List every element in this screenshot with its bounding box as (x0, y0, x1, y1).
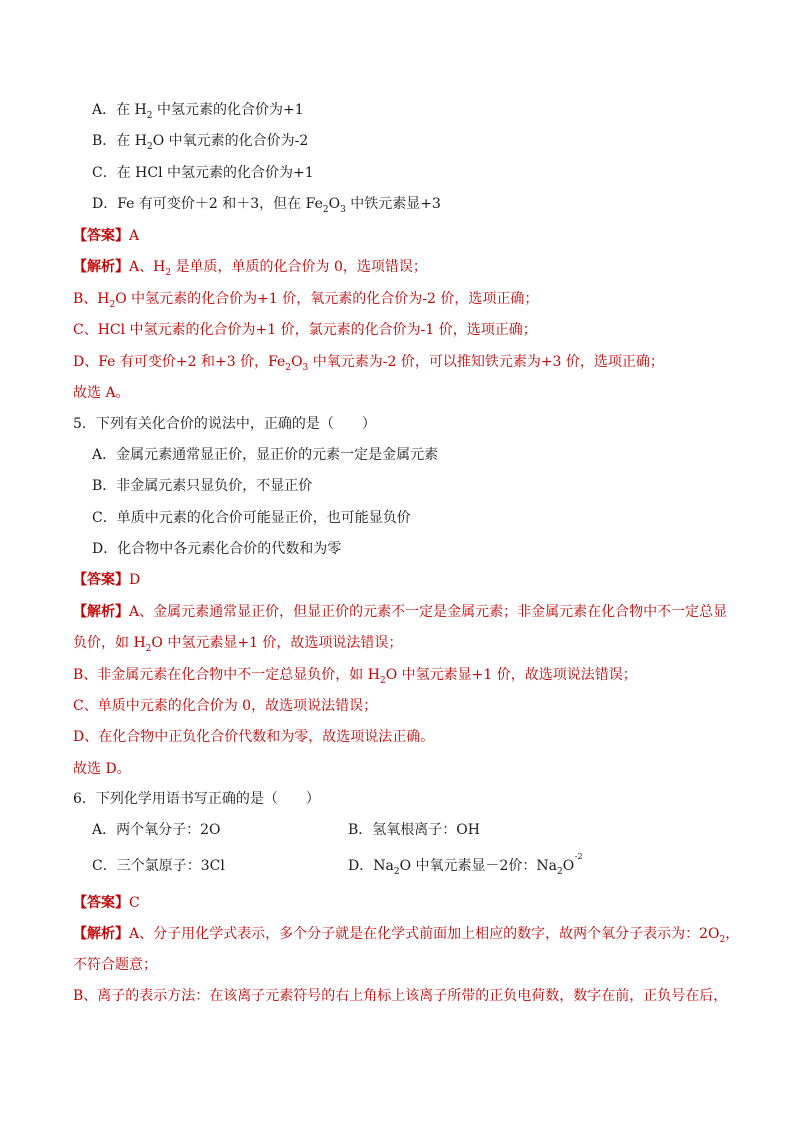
q5-analysis-1b: 负价，如 $H_2O$ 中氢元素显+1 价，故选项说法错误； (73, 635, 403, 654)
q6-option-b: B．氢氧根离子：OH (348, 822, 480, 838)
q4-option-d: D．Fe 有可变价＋2 和＋3，但在 $Fe_2O_3$ 中铁元素显+3 (92, 196, 441, 215)
q4-analysis-1: 【解析】A、$H_2$ 是单质，单质的化合价为 0，选项错误； (73, 259, 427, 278)
q6-stem: 6．下列化学用语书写正确的是（ ） (73, 791, 320, 807)
q6-answer: 【答案】C (73, 895, 140, 911)
q6-analysis-1b: 不符合题意； (73, 957, 157, 973)
q6-option-d: D．$Na_2O$ 中氧元素显－2价：$Na_2O$ -2 (348, 852, 583, 877)
q6-option-a: A．两个氧分子：2O (92, 822, 221, 838)
q5-analysis-4: D、在化合物中正负化合价代数和为零，故选项说法正确。 (73, 729, 435, 745)
q5-option-b: B．非金属元素只显负价，不显正价 (92, 478, 313, 494)
q5-analysis-2: B、非金属元素在化合物中不一定总显负价，如 $H_2O$ 中氢元素显+1 价，故选项说法错误； (73, 667, 637, 686)
q4-option-c: C．在 HCl 中氢元素的化合价为+1 (92, 165, 314, 181)
q4-analysis-4: D、Fe 有可变价+2 和+3 价，$Fe_2O_3$ 中氧元素为-2 价，可以推知铁元素为+3 价，选项正确； (73, 354, 664, 373)
q5-conclusion: 故选 D。 (73, 761, 131, 777)
q4-answer: 【答案】A (73, 228, 140, 244)
q5-option-a: A．金属元素通常显正价，显正价的元素一定是金属元素 (92, 447, 439, 463)
q4-option-b: B．在 $H_2O$ 中氧元素的化合价为-2 (92, 133, 309, 152)
q4-conclusion: 故选 A。 (73, 385, 130, 401)
q6-analysis-1: 【解析】A、分子用化学式表示，多个分子就是在化学式前面加上相应的数字，故两个氧分子表示为：$2O_2$， (73, 926, 740, 945)
q5-analysis-1: 【解析】A、金属元素通常显正价，但显正价的元素不一定是金属元素；非金属元素在化合物中不一定总显 (73, 604, 728, 620)
q6-analysis-2: B、离子的表示方法：在该离子元素符号的右上角标上该离子所带的正负电荷数，数字在前，正负号在后， (73, 988, 728, 1004)
q4-option-a: A．在 $H_2$ 中氢元素的化合价为+1 (92, 102, 304, 121)
q6-option-c: C．三个氯原子：3Cl (92, 858, 225, 874)
q5-option-c: C．单质中元素的化合价可能显正价，也可能显负价 (92, 510, 411, 526)
q5-stem: 5．下列有关化合价的说法中，正确的是（ ） (73, 416, 376, 432)
q5-answer: 【答案】D (73, 572, 141, 588)
q5-option-d: D．化合物中各元素化合价的代数和为零 (92, 541, 342, 557)
q5-analysis-3: C、单质中元素的化合价为 0，故选项说法错误； (73, 698, 378, 714)
q4-analysis-2: B、$H_2O$ 中氢元素的化合价为+1 价，氧元素的化合价为-2 价，选项正确； (73, 291, 539, 310)
q4-analysis-3: C、HCl 中氢元素的化合价为+1 价，氯元素的化合价为-1 价，选项正确； (73, 322, 537, 338)
charge-notation: O -2 (562, 852, 583, 874)
